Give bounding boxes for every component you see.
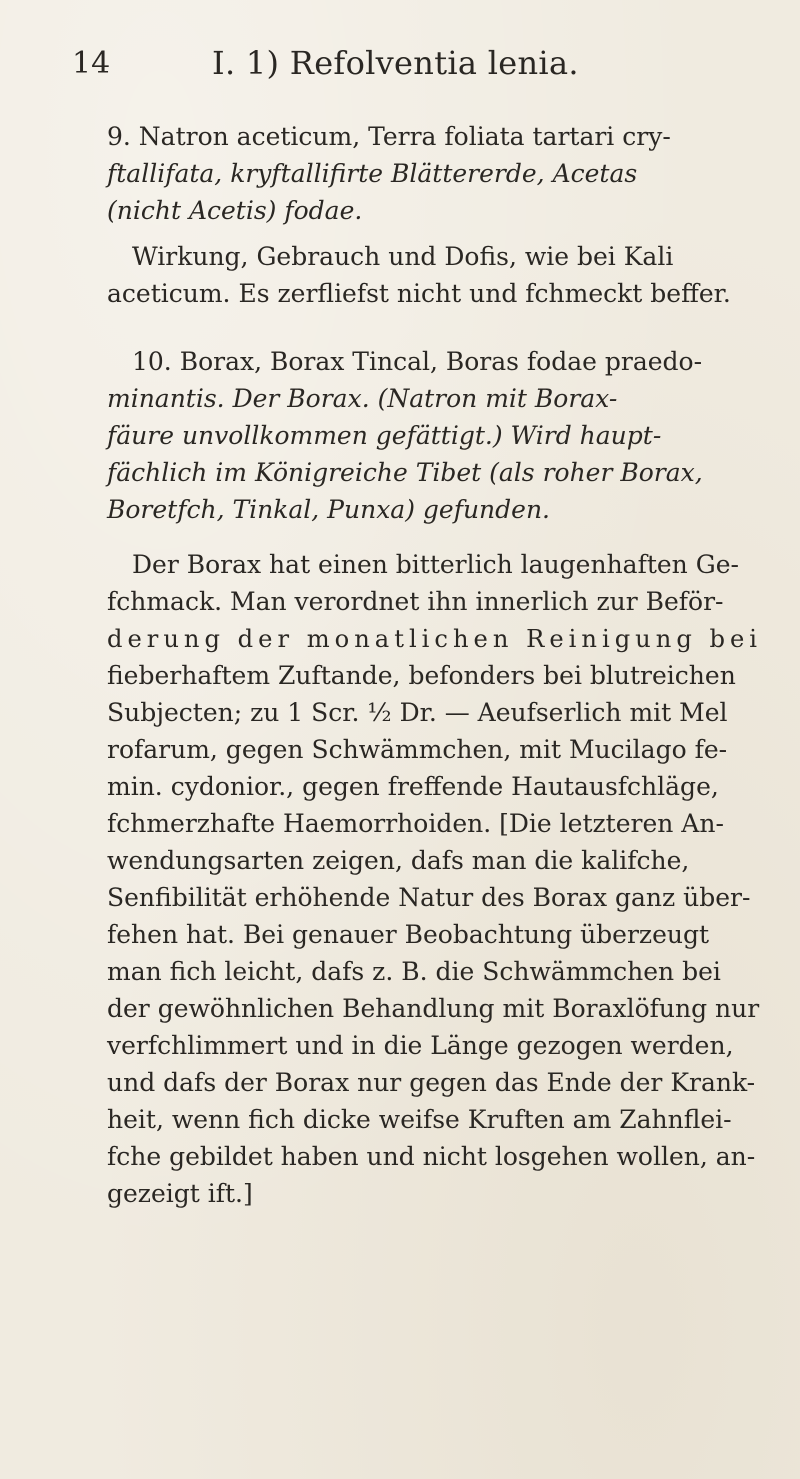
text-line: min. cydonior., gegen freffende Hautausfchläge,: [107, 772, 719, 801]
text-line: man fich leicht, dafs z. B. die Schwämmchen bei: [107, 957, 721, 986]
text-line: Wirkung, Gebrauch und Dofis, wie bei Kali: [132, 242, 674, 271]
text-line: fäure unvollkommen gefättigt.) Wird haupt-: [107, 421, 662, 450]
text-line: heit, wenn fich dicke weifse Kruften am Zahnflei-: [107, 1105, 732, 1134]
page-number: 14: [72, 46, 111, 81]
text-line: fchmack. Man verordnet ihn innerlich zur Beför-: [107, 587, 724, 616]
text-line: fchmerzhafte Haemorrhoiden. [Die letzteren An-: [107, 809, 724, 838]
text-line: der gewöhnlichen Behandlung mit Boraxlöfung nur: [107, 994, 760, 1023]
text-line: fächlich im Königreiche Tibet (als roher Borax,: [107, 458, 703, 487]
running-title: I. 1) Refolventia lenia.: [212, 44, 579, 82]
page-header: [72, 42, 732, 86]
text-line: wendungsarten zeigen, dafs man die kalifche,: [107, 846, 690, 875]
text-line: und dafs der Borax nur gegen das Ende der Krank-: [107, 1068, 756, 1097]
text-line: fieberhaftem Zuftande, befonders bei blutreichen: [107, 661, 736, 690]
text-line: aceticum. Es zerfliefst nicht und fchmeckt beffer.: [107, 279, 731, 308]
text-line: rofarum, gegen Schwämmchen, mit Mucilago fe-: [107, 735, 728, 764]
text-line: Boretfch, Tinkal, Punxa) gefunden.: [107, 495, 551, 524]
text-line: Subjecten; zu 1 Scr. ½ Dr. — Aeufserlich mit Mel: [107, 698, 728, 727]
text-line: derung der monatlichen Reinigung bei: [107, 625, 763, 653]
text-line: 9. Natron aceticum, Terra foliata tartari cry-: [107, 122, 671, 151]
text-line: gezeigt ift.]: [107, 1179, 253, 1208]
text-line: Der Borax hat einen bitterlich laugenhaften Ge-: [132, 550, 739, 579]
text-line: fehen hat. Bei genauer Beobachtung überzeugt: [107, 920, 710, 949]
text-line: 10. Borax, Borax Tincal, Boras fodae praedo-: [132, 347, 703, 376]
text-line: ftallifata, kryftallifirte Blättererde, Acetas: [107, 159, 638, 188]
text-line: minantis. Der Borax. (Natron mit Borax-: [107, 384, 618, 413]
text-line: (nicht Acetis) fodae.: [107, 196, 363, 225]
text-line: fche gebildet haben und nicht losgehen wollen, an-: [107, 1142, 756, 1171]
text-line: verfchlimmert und in die Länge gezogen werden,: [107, 1031, 734, 1060]
text-line: Senfibilität erhöhende Natur des Borax ganz über-: [107, 883, 751, 912]
